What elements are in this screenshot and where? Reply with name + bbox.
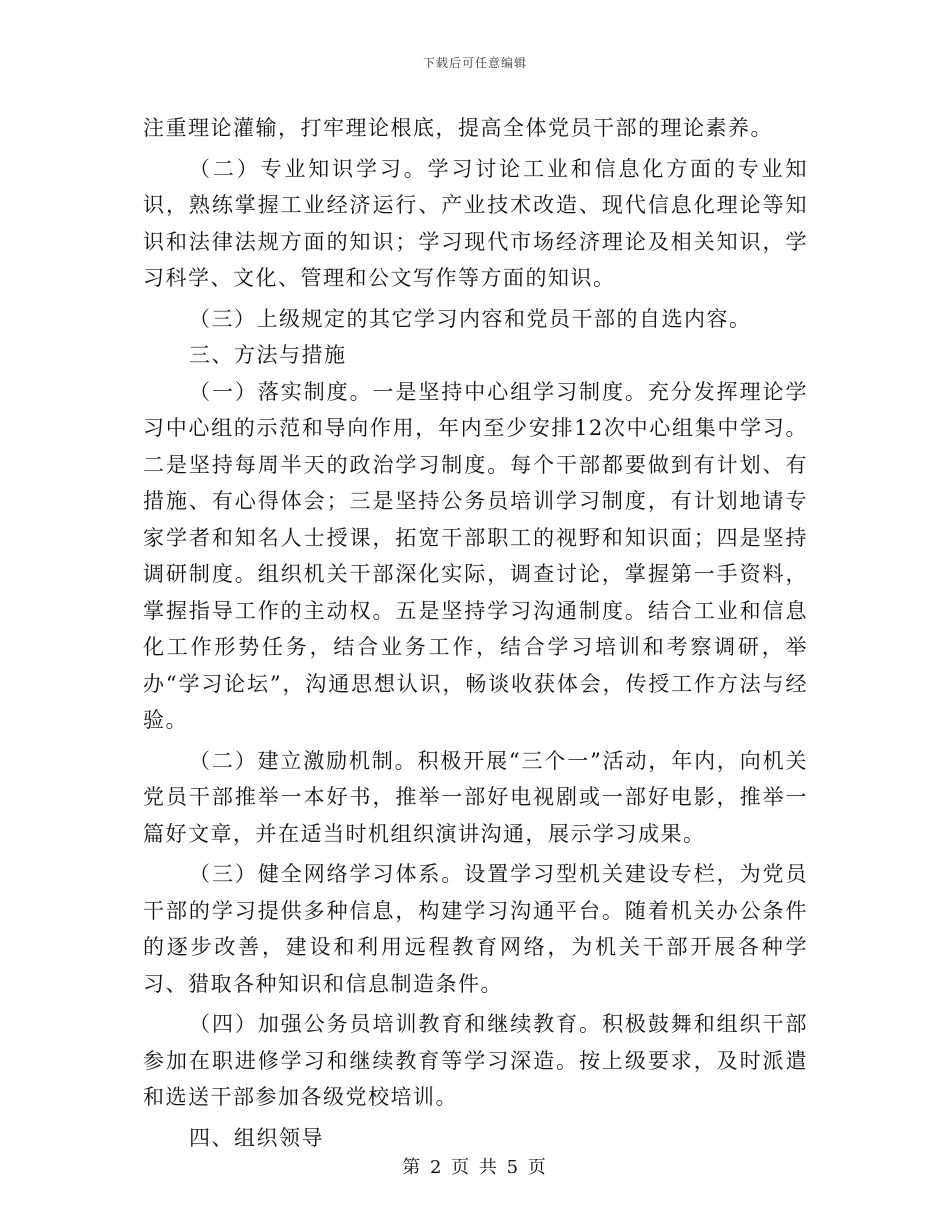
paragraph-incentive-mechanism: （二）建立激励机制。积极开展“三个一”活动，年内，向机关党员干部推举一本好书，推举一部好电视剧或一部好电影，推举一篇好文章，并在适当时机组织演讲沟通，展示学习成果。 [143,748,808,846]
page-number: 第 2 页 共 5 页 [402,1157,548,1178]
paragraph-network-learning: （三）健全网络学习体系。设置学习型机关建设专栏，为党员干部的学习提供多种信息，构建学习沟通平台。随着机关办公条件的逐步改善，建设和利用远程教育网络，为机关干部开展各种学习、猎取各种知识和信息制造条件。 [143,862,808,996]
paragraph-implement-system: （一）落实制度。一是坚持中心组学习制度。充分发挥理论学习中心组的示范和导向作用，年内至少安排12次中心组集中学习。二是坚持每周半天的政治学习制度。每个干部都要做到有计划、有措施、有心得体会；三是坚持公务员培训学习制度，有计划地请专家学者和知名人士授课，拓宽干部职工的视野和知识面；四是坚持调研制度。组织机关干部深化实际，调查讨论，掌握第一手资料，掌握指导工作的主动权。五是坚持学习沟通制度。结合工业和信息化工作形势任务，结合业务工作，结合学习培训和考察调研，举办“学习论坛”，沟通思想认识，畅谈收获体会，传授工作方法与经验。 [143,379,808,732]
section-heading-methods: 三、方法与措施 [189,343,347,367]
section-heading-leadership: 四、组织领导 [189,1125,324,1150]
paragraph-training-education: （四）加强公务员培训教育和继续教育。积极鼓舞和组织干部参加在职进修学习和继续教育等学习深造。按上级要求，及时派遣和选送干部参加各级党校培训。 [143,1012,808,1109]
paragraph-other-content: （三）上级规定的其它学习内容和党员干部的自选内容。 [189,306,752,331]
document-body [143,110,808,1156]
page-header: 下载后可任意编辑 [422,56,527,70]
paragraph-theory-continued: 注重理论灌输，打牢理论根底，提高全体党员干部的理论素养。 [143,116,773,140]
paragraph-professional-knowledge: （二）专业知识学习。学习讨论工业和信息化方面的专业知识，熟练掌握工业经济运行、产业技术改造、现代信息化理论等知识和法律法规方面的知识；学习现代市场经济理论及相关知识，学习科学、文化、管理和公文写作等方面的知识。 [143,156,808,290]
